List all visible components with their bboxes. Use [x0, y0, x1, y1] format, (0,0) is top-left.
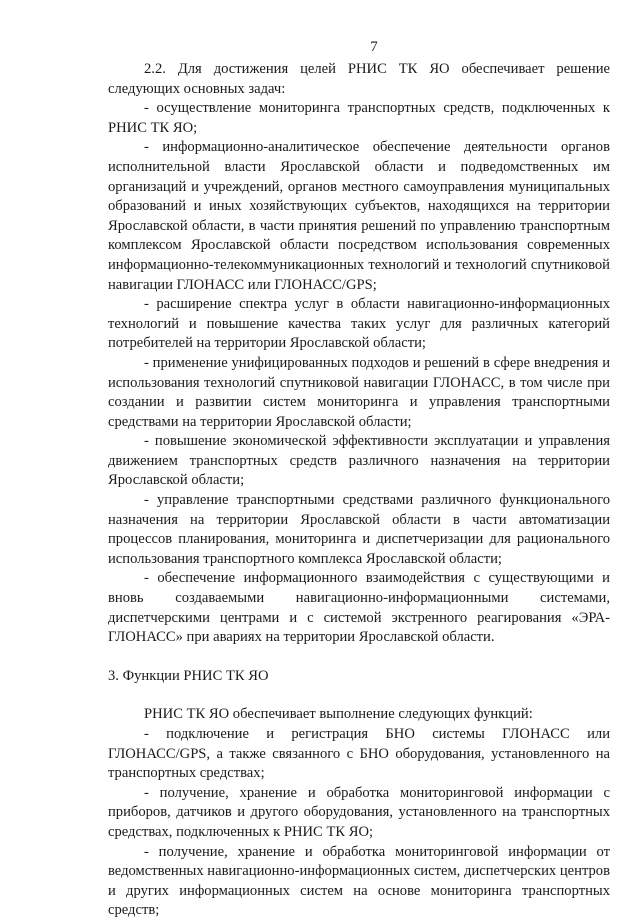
section-2-2	[108, 60, 610, 648]
task-item: - применение унифицированных подходов и решений в сфере внедрения и использования технологий спутниковой навигации ГЛОНАСС, в том числе при создании и развитии систем мониторинга и управления транспортными средствами на территории Ярославской области;	[108, 354, 610, 430]
function-item: - получение, хранение и обработка мониторинговой информации с приборов, датчиков и другого оборудования, установленного на транспортных средствах, подключенных к РНИС ТК ЯО;	[108, 784, 610, 840]
page-number: 7	[370, 39, 378, 55]
section-3-intro: РНИС ТК ЯО обеспечивает выполнение следующих функций:	[144, 706, 533, 723]
section-2-2-intro: 2.2. Для достижения целей РНИС ТК ЯО обеспечивает решение следующих основных задач:	[108, 61, 610, 97]
task-item: - информационно-аналитическое обеспечение деятельности органов исполнительной власти Ярославской области и подведомственных им организаций и учреждений, органов местного самоуправления муниципальных образований и иных хозяйствующих субъектов, находящихся на территории Ярославской области, в части принятия решений по управлению транспортным комплексом Ярославской области посредством использования современных информационно-телекоммуникационных технологий и технологий спутниковой навигации ГЛОНАСС или ГЛОНАСС/GPS;	[108, 139, 610, 293]
function-item: - подключение и регистрация БНО системы ГЛОНАСС или ГЛОНАСС/GPS, а также связанного с БНО оборудования, установленного на транспортных средствах;	[108, 726, 610, 782]
task-item: - расширение спектра услуг в области навигационно-информационных технологий и повышение качества таких услуг для различных категорий потребителей на территории Ярославской области;	[108, 296, 610, 352]
task-item: - обеспечение информационного взаимодействия с существующими и вновь создаваемыми навигационно-информационными системами, диспетчерскими центрами и с системой экстренного реагирования «ЭРА-ГЛОНАСС» при авариях на территории Ярославской области.	[108, 570, 610, 646]
function-item: - получение, хранение и обработка мониторинговой информации от ведомственных навигационно-информационных систем, диспетчерских центров и других информационных систем на основе мониторинга транспортных средств;	[108, 843, 610, 919]
task-item: - повышение экономической эффективности эксплуатации и управления движением транспортных средств различного назначения на территории Ярославской области;	[108, 433, 610, 489]
section-3-heading: 3. Функции РНИС ТК ЯО	[108, 667, 269, 684]
document-page	[108, 38, 610, 921]
task-item: - управление транспортными средствами различного функционального назначения на территории Ярославской области в части автоматизации процессов планирования, мониторинга и диспетчеризации для рационального использования транспортного комплекса Ярославской области;	[108, 492, 610, 567]
section-3	[108, 705, 610, 921]
task-item: - осуществление мониторинга транспортных средств, подключенных к РНИС ТК ЯО;	[108, 100, 610, 136]
